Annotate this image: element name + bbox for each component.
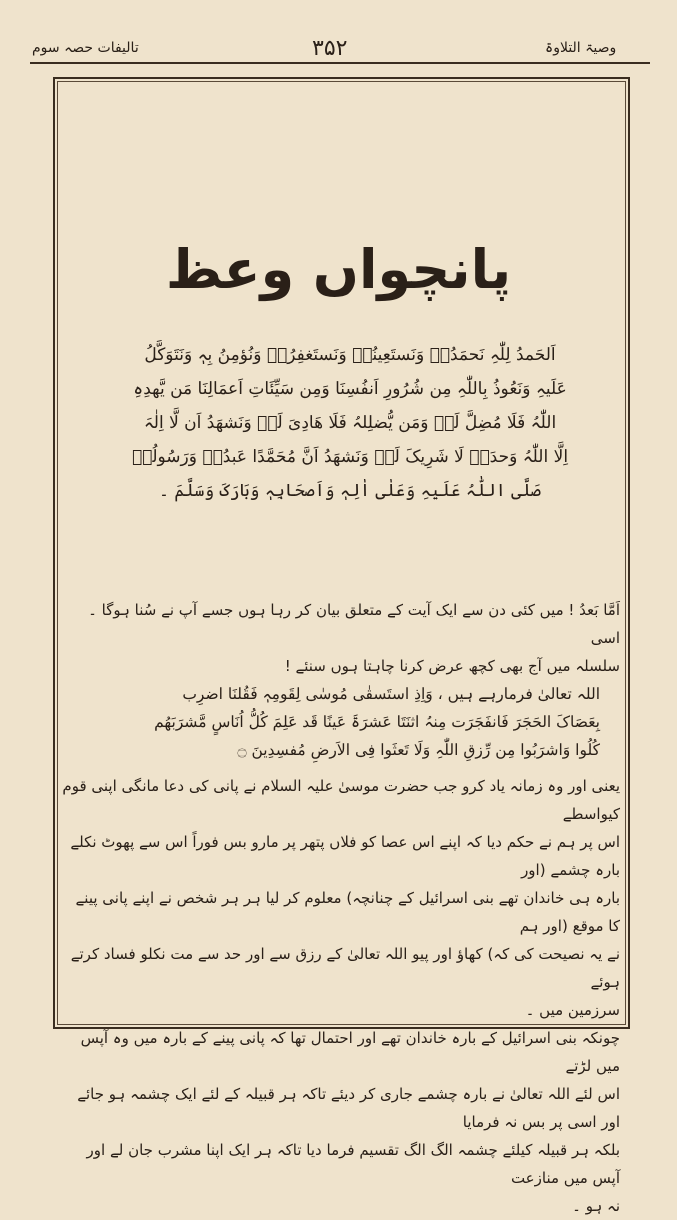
arabic-line: اِلَّا اللّٰہُ وَحدَہٗ لَا شَرِیکَ لَہٗ وَنَشھَدُ اَنَّ مُحَمَّدًا عَبدُہٗ وَرَسُولُہٗ bbox=[131, 447, 569, 467]
body-line: سلسلہ میں آج بھی کچھ عرض کرنا چاہتا ہوں سنئے ! bbox=[284, 657, 620, 675]
sermon-title: پانچواں وعظ bbox=[165, 238, 512, 301]
arabic-line: صَلَّی اللّٰہُ عَلَیہِ وَعَلٰی اٰلِہٖ وَاَصحَابِہٖ وَبَارَکَ وَسَلَّمَ ۔ bbox=[159, 481, 541, 501]
page-number: ۳۵۲ bbox=[312, 36, 348, 61]
arabic-line: اللّٰہُ فَلَا مُضِلَّ لَہٗ وَمَن یُّضلِلہُ فَلَا ھَادِیَ لَہٗ وَنَشھَدُ اَن لَّا اِلٰہَ bbox=[143, 413, 557, 433]
body-line: بارہ ہی خاندان تھے بنی اسرائیل کے چنانچہ) معلوم کر لیا ہر ہر شخص نے اپنے پانی پینے کا موقع (اور ہم bbox=[75, 889, 620, 935]
body-line: نے یہ نصیحت کی کہ) کھاؤ اور پیو اللہ تعالیٰ کے رزق سے اور حد سے مت نکلو فساد کرتے ہوئے bbox=[70, 945, 620, 991]
quran-verse-line: بِعَصَاکَ الحَجَرَ فَانفَجَرَت مِنہُ اثنَتَا عَشرَۃَ عَینًا قَد عَلِمَ کُلُّ اُنَاسٍ مَّشرَبَھُم bbox=[154, 713, 600, 731]
body-line: نہ ہو ۔ bbox=[572, 1197, 620, 1215]
header-rule bbox=[30, 62, 650, 64]
quran-verse-line: کُلُوا وَاشرَبُوا مِن رِّزقِ اللّٰہِ وَلَا تَعثَوا فِی الاَرضِ مُفسِدِینَ ۝ bbox=[237, 741, 600, 759]
body-line: یعنی اور وہ زمانہ یاد کرو جب حضرت موسیٰ علیہ السلام نے پانی کی دعا مانگی اپنی قوم کیواسطے bbox=[62, 777, 620, 823]
body-line: بلکہ ہر قبیلہ کیلئے چشمہ الگ الگ تقسیم فرما دیا تاکہ ہر ایک اپنا مشرب جان لے اور آپس میں منازعت bbox=[86, 1141, 620, 1187]
quran-verse-line: اللہ تعالیٰ فرمارہے ہیں ، وَاِذِ استَسقٰی مُوسٰی لِقَومِہٖ فَقُلنَا اضرِب bbox=[182, 685, 600, 703]
body-line: سرزمین میں ۔ bbox=[525, 1001, 620, 1019]
body-line: اس پر ہم نے حکم دیا کہ اپنے اس عصا کو فلاں پتھر پر مارو بس فوراً اس سے پھوٹ نکلے بارہ چشمے (اور bbox=[70, 833, 620, 879]
arabic-line: عَلَیہِ وَنَعُوذُ بِاللّٰہِ مِن شُرُورِ اَنفُسِنَا وَمِن سَیِّئَاتِ اَعمَالِنَا مَن یَّھدِہِ bbox=[133, 379, 567, 399]
body-line: اَمَّا بَعدُ ! میں کئی دن سے ایک آیت کے متعلق بیان کر رہا ہوں جسے آپ نے سُنا ہوگا ۔ اسی bbox=[88, 601, 620, 647]
body-line: چونکہ بنی اسرائیل کے بارہ خاندان تھے اور احتمال تھا کہ پانی پینے کے بارہ میں وہ آپس میں لڑتے bbox=[80, 1029, 620, 1075]
header-chapter-title: وصیۃ التلاوۃ bbox=[545, 40, 617, 56]
arabic-line: اَلحَمدُ لِلّٰہِ نَحمَدُہٗ وَنَستَعِینُہٗ وَنَستَغفِرُہٗ وَنُؤمِنُ بِہٖ وَنَتَوَکَّلُ bbox=[144, 345, 556, 365]
opening-arabic-prayer bbox=[110, 338, 590, 508]
header-book-title: تالیفات حصہ سوم bbox=[32, 40, 139, 56]
page-header bbox=[0, 0, 677, 62]
body-line: اس لئے اللہ تعالیٰ نے بارہ چشمے جاری کر دیئے تاکہ ہر قبیلہ کے لئے ایک چشمہ ہو جائے اور اسی پر بس نہ فرمایا bbox=[77, 1085, 620, 1131]
sermon-body bbox=[62, 596, 620, 1220]
